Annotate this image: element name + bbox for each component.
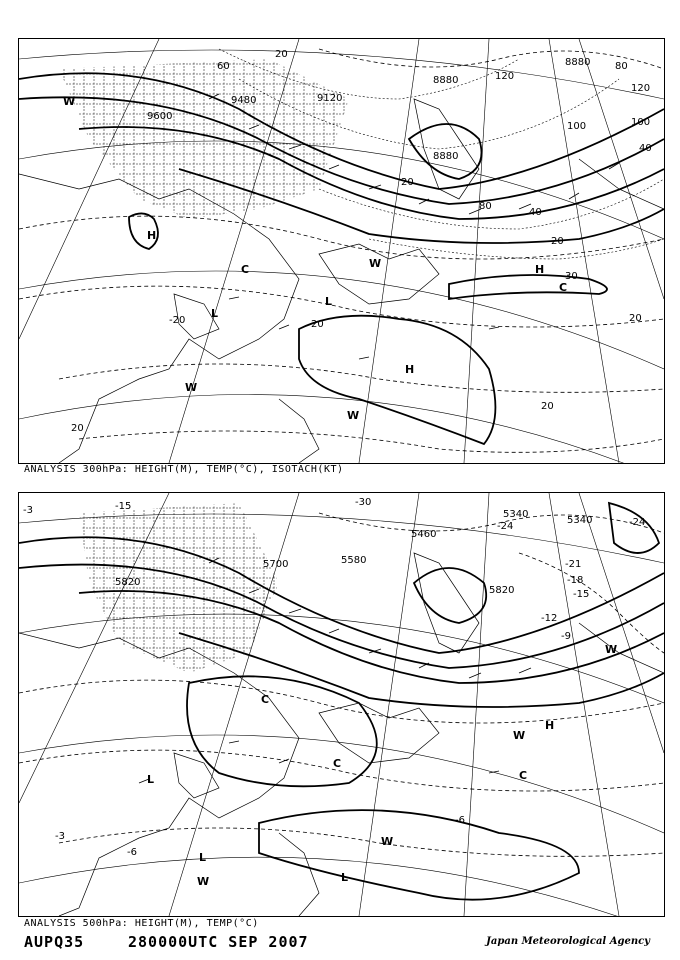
isotach-label: 20: [551, 236, 564, 247]
isotach-label: 20: [629, 313, 642, 324]
temp-label: -24: [629, 517, 646, 528]
temp-label: -3: [23, 505, 33, 516]
temp-label: -18: [567, 575, 584, 586]
height-label: 8880: [565, 57, 591, 68]
temp-hatch-area: [79, 503, 279, 673]
height-label: 5580: [341, 555, 367, 566]
isotach-label: 40: [639, 143, 652, 154]
temp-label: -6: [455, 815, 465, 826]
isotach-label: 100: [567, 121, 587, 132]
system-marker: W: [513, 729, 526, 742]
system-marker: W: [605, 643, 618, 656]
isotach-label: 20: [541, 401, 554, 412]
isotach-label: 60: [217, 61, 230, 72]
height-label: 5340: [567, 515, 593, 526]
valid-time: 280000UTC SEP 2007: [128, 933, 309, 951]
product-id: AUPQ35: [24, 933, 85, 951]
bottom-panel-caption: ANALYSIS 500hPa: HEIGHT(M), TEMP(°C): [24, 918, 259, 929]
system-marker: L: [341, 871, 349, 884]
isotach-label: 20: [401, 177, 414, 188]
temp-label: -6: [127, 847, 137, 858]
isotach-label: 80: [479, 201, 492, 212]
system-marker: H: [147, 229, 157, 242]
temp-label: -30: [355, 497, 372, 508]
temp-label: -24: [497, 521, 514, 532]
system-marker: H: [535, 263, 545, 276]
system-marker: L: [211, 307, 219, 320]
system-marker: W: [347, 409, 360, 422]
isotach-label: 40: [529, 207, 542, 218]
temp-label: -20: [169, 315, 186, 326]
system-marker: H: [545, 719, 555, 732]
height-label: 9120: [317, 93, 343, 104]
system-marker: L: [147, 773, 155, 786]
isotach-label: 30: [565, 271, 578, 282]
temp-label: -3: [55, 831, 65, 842]
system-marker: C: [559, 281, 568, 294]
height-label: 5820: [115, 577, 141, 588]
analysis-300hpa-map: [18, 38, 665, 464]
height-label: 5700: [263, 559, 289, 570]
height-label: 9480: [231, 95, 257, 106]
system-marker: L: [199, 851, 207, 864]
system-marker: C: [241, 263, 250, 276]
height-label: 5340: [503, 509, 529, 520]
isotach-label: 100: [631, 117, 651, 128]
height-label: 5820: [489, 585, 515, 596]
top-panel-caption: ANALYSIS 300hPa: HEIGHT(M), TEMP(°C), ISOTACH(KT): [24, 464, 344, 475]
analysis-500hpa-map: [18, 492, 665, 917]
isotach-hatch-area: [59, 59, 349, 219]
temp-label: -12: [541, 613, 558, 624]
temp-labels: [169, 315, 185, 326]
system-marker: C: [261, 693, 270, 706]
height-label: 8880: [433, 151, 459, 162]
pressure-systems: [147, 643, 617, 888]
temp-label: -9: [561, 631, 571, 642]
isotach-label: 80: [615, 61, 628, 72]
isotach-label: 20: [71, 423, 84, 434]
system-marker: W: [197, 875, 210, 888]
temp-label: -15: [115, 501, 132, 512]
isotach-label: 120: [495, 71, 515, 82]
system-marker: W: [63, 95, 76, 108]
system-marker: C: [519, 769, 528, 782]
temp-label: -15: [573, 589, 590, 600]
agency-credit: Japan Meteorological Agency: [486, 936, 650, 947]
system-marker: L: [325, 295, 333, 308]
system-marker: H: [405, 363, 415, 376]
system-marker: W: [369, 257, 382, 270]
height-label: 8880: [433, 75, 459, 86]
height-label: 5460: [411, 529, 437, 540]
system-marker: W: [381, 835, 394, 848]
isotach-label: 120: [631, 83, 651, 94]
isotach-label: 20: [275, 49, 288, 60]
height-label: 9600: [147, 111, 173, 122]
system-marker: W: [185, 381, 198, 394]
temp-label: -21: [565, 559, 582, 570]
system-marker: C: [333, 757, 342, 770]
isotach-label: 20: [311, 319, 324, 330]
